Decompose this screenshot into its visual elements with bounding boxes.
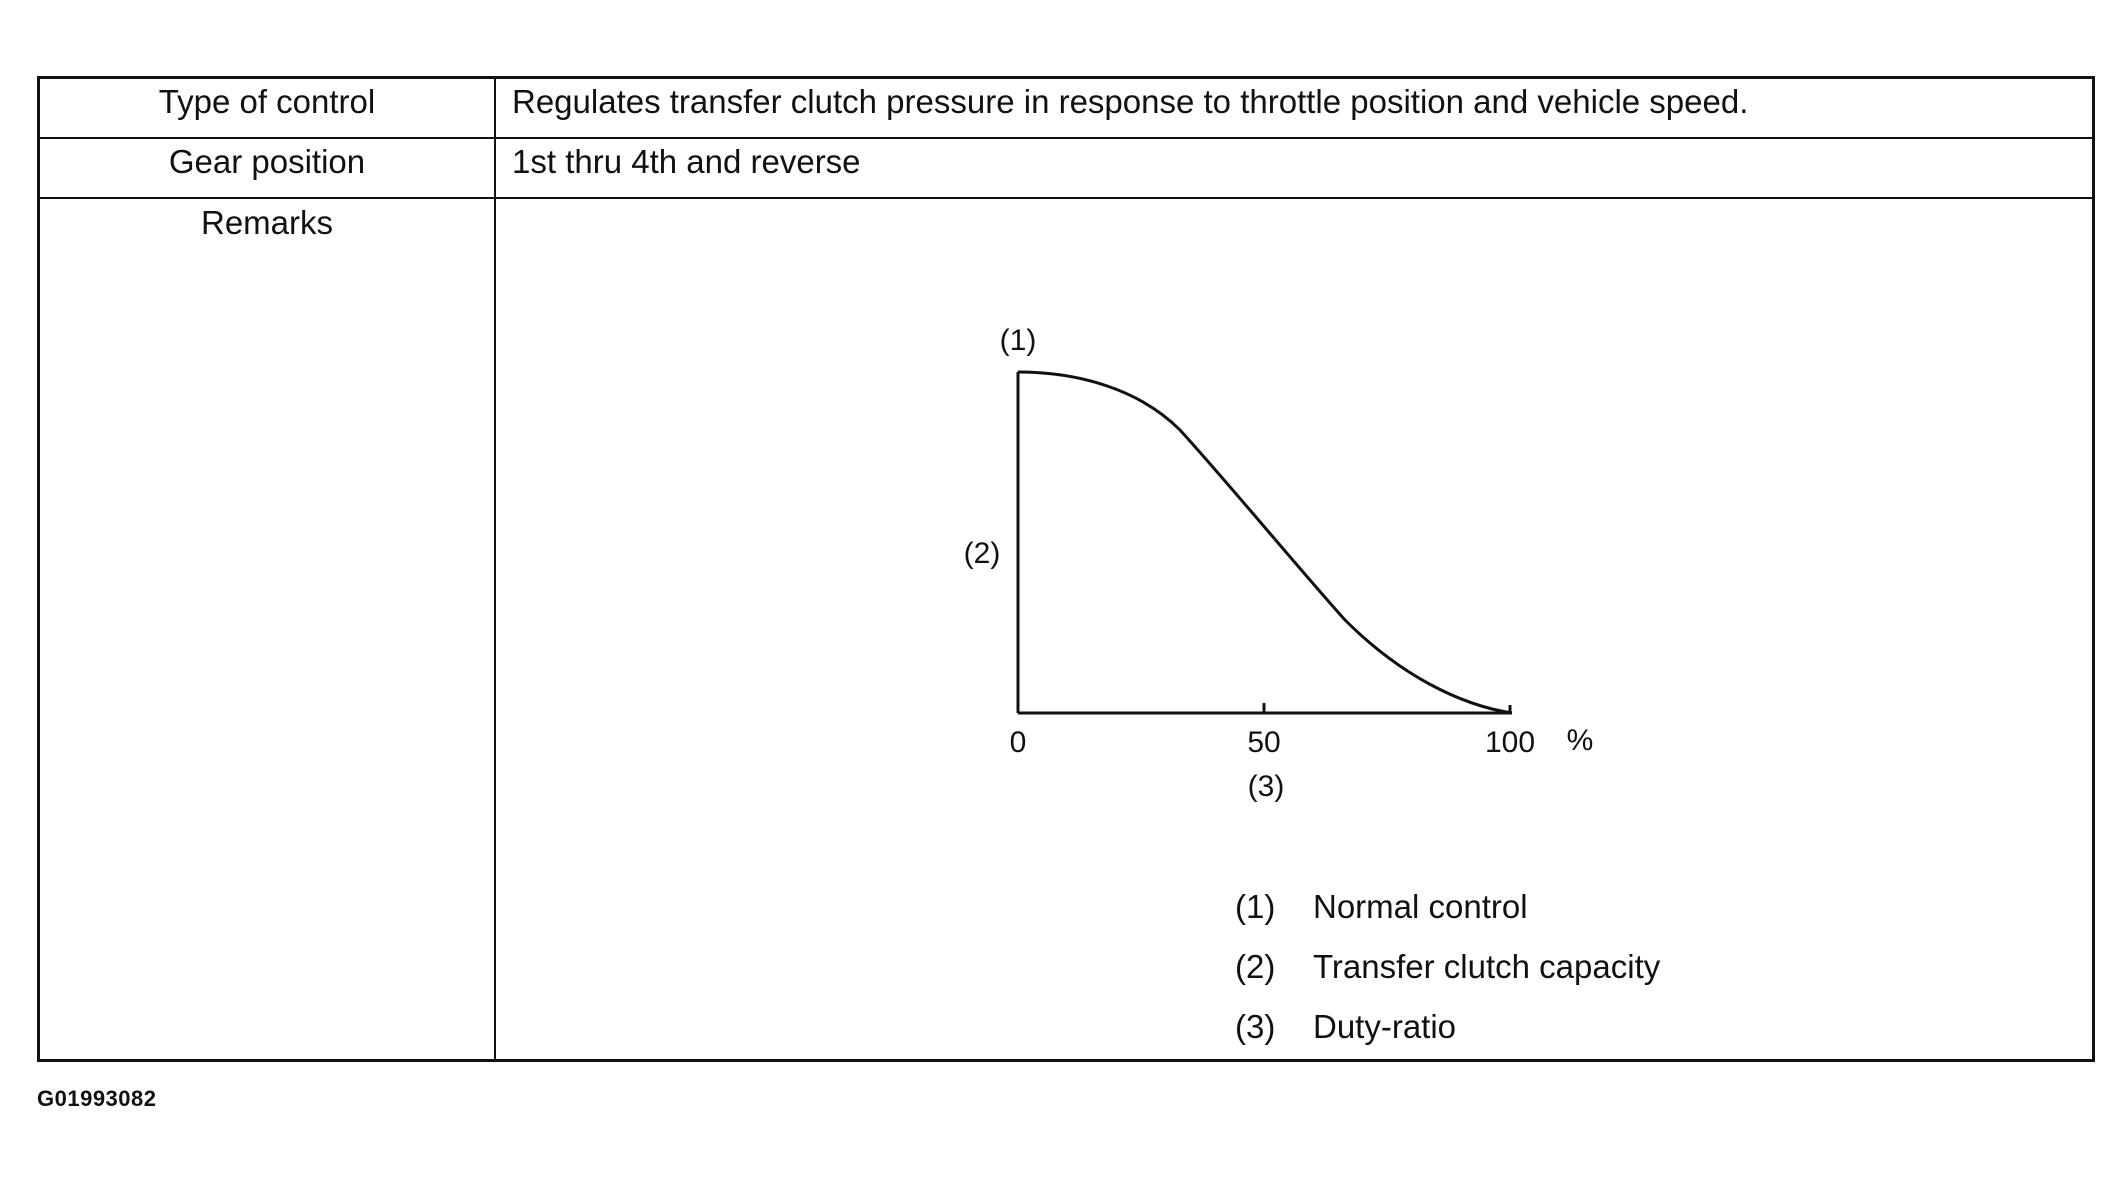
- type-of-control-label: Type of control: [158, 83, 376, 120]
- curve-label: (1): [999, 324, 1037, 357]
- x-tick-label-0: 0: [1009, 726, 1027, 759]
- x-tick-label-100: 100: [1484, 726, 1536, 759]
- legend-text: Duty-ratio: [1313, 1008, 1457, 1045]
- type-of-control-value: Regulates transfer clutch pressure in response to throttle position and vehicle speed.: [512, 83, 1749, 120]
- legend-text: Transfer clutch capacity: [1313, 948, 1661, 985]
- legend-number: (3): [1235, 1008, 1276, 1045]
- legend-number: (1): [1235, 888, 1276, 925]
- x-unit-label: %: [1566, 724, 1594, 757]
- figure-id: G01993082: [37, 1086, 157, 1111]
- x-tick-label-50: 50: [1247, 726, 1281, 759]
- legend-number: (2): [1235, 948, 1276, 985]
- remarks-label: Remarks: [200, 204, 334, 241]
- legend-item: [1235, 1007, 1456, 1047]
- y-axis-label: (2): [963, 537, 1001, 570]
- legend-item: [1235, 947, 1660, 987]
- gear-position-value: 1st thru 4th and reverse: [512, 143, 861, 180]
- legend-text: Normal control: [1313, 888, 1528, 925]
- x-axis-label: (3): [1247, 770, 1285, 803]
- legend-item: [1235, 887, 1528, 927]
- normal-control-curve: [1018, 372, 1512, 713]
- gear-position-label: Gear position: [168, 143, 366, 180]
